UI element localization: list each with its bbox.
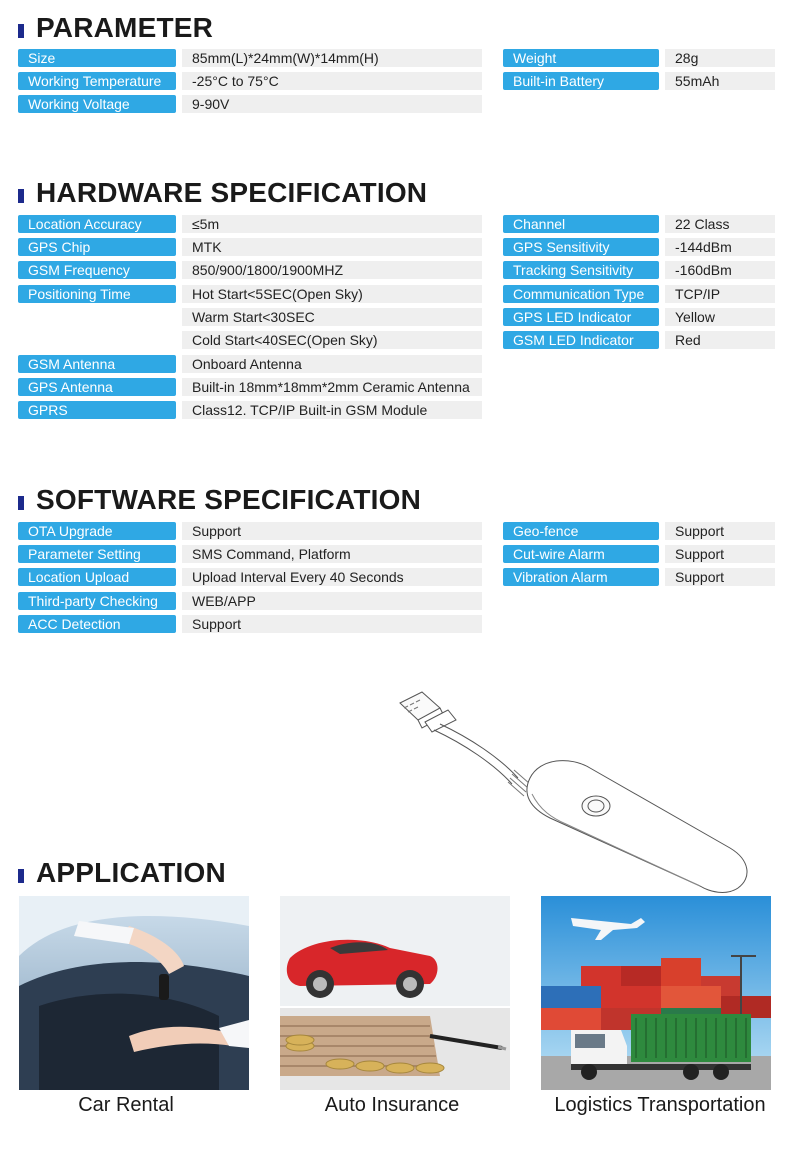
param-label: Built-in Battery [503,72,659,90]
param-value: 9-90V [182,95,482,113]
sw-row [18,568,482,586]
hw-row [18,331,482,349]
param-value: -25°C to 75°C [182,72,482,90]
hw-value: TCP/IP [665,285,775,303]
hw-row [503,215,775,233]
gps-tracker-illustration [370,678,760,898]
hw-row [503,308,775,326]
param-row [18,49,482,67]
hw-value: Built-in 18mm*18mm*2mm Ceramic Antenna [182,378,482,396]
hw-value: Red [665,331,775,349]
sw-row [503,522,775,540]
hw-value: MTK [182,238,482,256]
hw-row [18,355,482,373]
auto-insurance-photo [280,896,510,1090]
sw-row [18,615,482,633]
sw-label: Third-party Checking [18,592,176,610]
sw-label: Parameter Setting [18,545,176,563]
section-heading: PARAMETER [36,12,214,43]
hw-value: ≤5m [182,215,482,233]
hw-value: 22 Class [665,215,775,233]
sw-value: Upload Interval Every 40 Seconds [182,568,482,586]
sw-label: Vibration Alarm [503,568,659,586]
param-label: Working Voltage [18,95,176,113]
hw-value: Cold Start<40SEC(Open Sky) [182,331,482,349]
hw-label: GPS Antenna [18,378,176,396]
sw-value: Support [182,522,482,540]
hw-label: GPS Sensitivity [503,238,659,256]
param-value: 85mm(L)*24mm(W)*14mm(H) [182,49,482,67]
section-bullet [18,189,24,203]
hw-row [18,401,482,419]
section-bullet [18,24,24,38]
hw-row [18,261,482,279]
param-row [18,95,482,113]
application-caption-auto-insurance: Auto Insurance [324,1094,460,1116]
section-bullet [18,869,24,883]
hw-value: -144dBm [665,238,775,256]
sw-value: Support [665,522,775,540]
hw-row [18,238,482,256]
param-row [18,72,482,90]
hw-row [503,238,775,256]
hw-label: Positioning Time [18,285,176,303]
param-label: Size [18,49,176,67]
sw-label: Geo-fence [503,522,659,540]
sw-row [503,545,775,563]
sw-label: Cut-wire Alarm [503,545,659,563]
logistics-photo [541,896,771,1090]
section-title-parameter [18,8,213,48]
hw-row [18,215,482,233]
application-caption-car-rental: Car Rental [78,1094,174,1116]
param-value: 55mAh [665,72,775,90]
section-heading: SOFTWARE SPECIFICATION [36,484,421,515]
hw-label: GSM Antenna [18,355,176,373]
section-title-software [18,480,421,520]
hw-value: Hot Start<5SEC(Open Sky) [182,285,482,303]
hw-label: GSM Frequency [18,261,176,279]
hw-row [503,261,775,279]
hw-value: Class12. TCP/IP Built-in GSM Module [182,401,482,419]
param-value: 28g [665,49,775,67]
sw-label: Location Upload [18,568,176,586]
sw-row [18,592,482,610]
hw-label: GPS LED Indicator [503,308,659,326]
hw-label: GPS Chip [18,238,176,256]
section-heading: APPLICATION [36,857,226,888]
param-label: Working Temperature [18,72,176,90]
sw-row [503,568,775,586]
param-row [503,49,775,67]
sw-label: ACC Detection [18,615,176,633]
param-label: Weight [503,49,659,67]
sw-label: OTA Upgrade [18,522,176,540]
hw-label: GSM LED Indicator [503,331,659,349]
hw-value: -160dBm [665,261,775,279]
hw-row [18,285,482,303]
hw-label [18,308,176,326]
hw-value: Yellow [665,308,775,326]
hw-label: GPRS [18,401,176,419]
sw-value: Support [665,545,775,563]
hw-value: Warm Start<30SEC [182,308,482,326]
hw-label [18,331,176,349]
sw-value: SMS Command, Platform [182,545,482,563]
hw-label: Location Accuracy [18,215,176,233]
hw-label: Channel [503,215,659,233]
sw-value: WEB/APP [182,592,482,610]
sw-value: Support [665,568,775,586]
hw-row [503,331,775,349]
hw-row [18,308,482,326]
sw-row [18,545,482,563]
section-bullet [18,496,24,510]
hw-value: 850/900/1800/1900MHZ [182,261,482,279]
hw-label: Communication Type [503,285,659,303]
application-caption-logistics: Logistics Transportation [554,1094,766,1116]
hw-label: Tracking Sensitivity [503,261,659,279]
sw-value: Support [182,615,482,633]
sw-row [18,522,482,540]
hw-row [18,378,482,396]
car-rental-photo [19,896,249,1090]
param-row [503,72,775,90]
section-heading: HARDWARE SPECIFICATION [36,177,428,208]
section-title-application [18,853,226,893]
hw-value: Onboard Antenna [182,355,482,373]
section-title-hardware [18,173,427,213]
hw-row [503,285,775,303]
